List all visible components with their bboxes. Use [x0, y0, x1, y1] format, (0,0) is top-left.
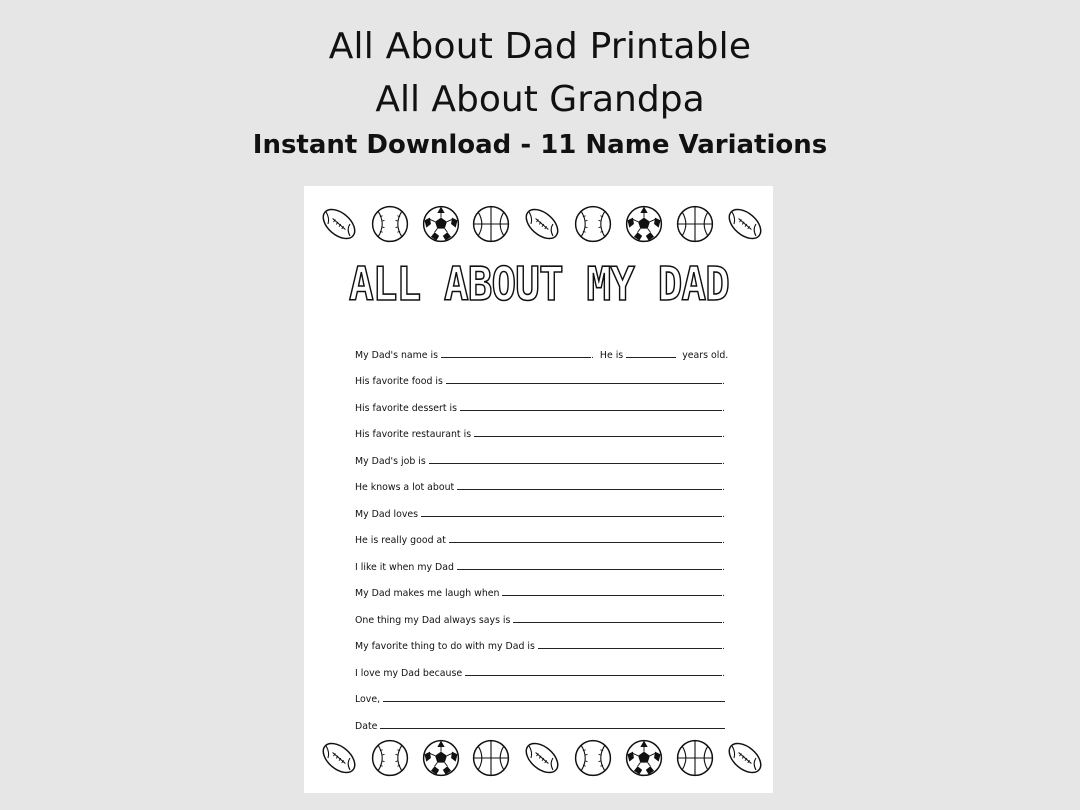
- prompt-label: He is really good at: [355, 535, 446, 546]
- answer-blank[interactable]: [429, 463, 722, 464]
- prompt-line: My Dad's job is .: [355, 455, 725, 467]
- prompt-label: My Dad's job is: [355, 455, 426, 467]
- prompt-label: My favorite thing to do with my Dad is: [355, 641, 535, 652]
- basketball-icon: [469, 736, 513, 780]
- name-label: My Dad's name is: [355, 349, 439, 361]
- prompt-label: He knows a lot about: [355, 482, 455, 493]
- prompt-label: His favorite food is: [355, 376, 443, 387]
- baseball-icon: [571, 736, 615, 780]
- name-age-line: My Dad's name is . He is years old.: [355, 334, 725, 361]
- big-title-text: ALL ABOUT MY DAD: [349, 257, 729, 311]
- soccer-ball-icon: [622, 202, 666, 246]
- answer-blank[interactable]: [538, 648, 722, 649]
- closing-line: [355, 679, 725, 706]
- prompt-line: He is really good at .: [355, 535, 725, 546]
- prompt-line: My Dad makes me laugh when .: [355, 588, 725, 599]
- title-line-2: All About Grandpa: [375, 79, 705, 120]
- football-icon: [317, 202, 361, 246]
- baseball-icon: [368, 202, 412, 246]
- answer-blank[interactable]: [457, 489, 722, 490]
- prompt-line: He knows a lot about .: [355, 482, 725, 493]
- answer-blank[interactable]: [465, 675, 722, 676]
- prompt-line: I love my Dad because .: [355, 667, 725, 679]
- football-icon: [317, 736, 361, 780]
- football-icon: [520, 202, 564, 246]
- years-old-label: years old.: [682, 349, 729, 361]
- answer-blank[interactable]: [446, 383, 722, 384]
- answer-blank[interactable]: [460, 410, 722, 411]
- football-icon: [723, 202, 767, 246]
- soccer-ball-icon: [622, 736, 666, 780]
- baseball-icon: [571, 202, 615, 246]
- bottom-sports-ball-row: [304, 736, 773, 784]
- prompt-line: One thing my Dad always says is .: [355, 614, 725, 626]
- basketball-icon: [673, 202, 717, 246]
- prompt-label: I like it when my Dad: [355, 561, 454, 573]
- subtitle: Instant Download - 11 Name Variations: [252, 130, 828, 160]
- prompt-label: His favorite restaurant is: [355, 429, 472, 440]
- closing-line: [355, 705, 725, 732]
- answer-blank[interactable]: [457, 569, 722, 570]
- answer-blank[interactable]: [502, 595, 722, 596]
- prompt-line: His favorite dessert is .: [355, 402, 725, 414]
- prompt-label: My Dad makes me laugh when: [355, 588, 500, 599]
- football-icon: [520, 736, 564, 780]
- prompt-list: [355, 334, 729, 732]
- top-sports-ball-row: [304, 202, 773, 250]
- football-icon: [723, 736, 767, 780]
- prompt-label: His favorite dessert is: [355, 402, 457, 414]
- prompt-label: My Dad loves: [355, 508, 419, 520]
- age-label: He is: [599, 349, 624, 361]
- answer-blank[interactable]: [513, 622, 722, 623]
- basketball-icon: [469, 202, 513, 246]
- printable-sheet: [304, 186, 773, 793]
- answer-blank[interactable]: [380, 728, 725, 729]
- prompt-label: One thing my Dad always says is: [355, 614, 511, 626]
- soccer-ball-icon: [419, 736, 463, 780]
- prompt-label: I love my Dad because: [355, 667, 463, 679]
- baseball-icon: [368, 736, 412, 780]
- prompt-line: My Dad loves .: [355, 508, 725, 520]
- title-line-1: All About Dad Printable: [328, 26, 752, 67]
- soccer-ball-icon: [419, 202, 463, 246]
- closing-label: Date: [355, 720, 378, 732]
- prompt-line: I like it when my Dad .: [355, 561, 725, 573]
- answer-blank[interactable]: [474, 436, 722, 437]
- prompt-line: His favorite restaurant is .: [355, 429, 725, 440]
- answer-blank[interactable]: [449, 542, 722, 543]
- prompt-line: My favorite thing to do with my Dad is .: [355, 641, 725, 652]
- prompt-line: His favorite food is .: [355, 376, 725, 387]
- closing-label: Love,: [355, 694, 381, 705]
- answer-blank[interactable]: [421, 516, 722, 517]
- big-title: [344, 256, 734, 312]
- basketball-icon: [673, 736, 717, 780]
- name-blank[interactable]: [441, 357, 591, 358]
- answer-blank[interactable]: [383, 701, 725, 702]
- age-blank[interactable]: [626, 357, 676, 358]
